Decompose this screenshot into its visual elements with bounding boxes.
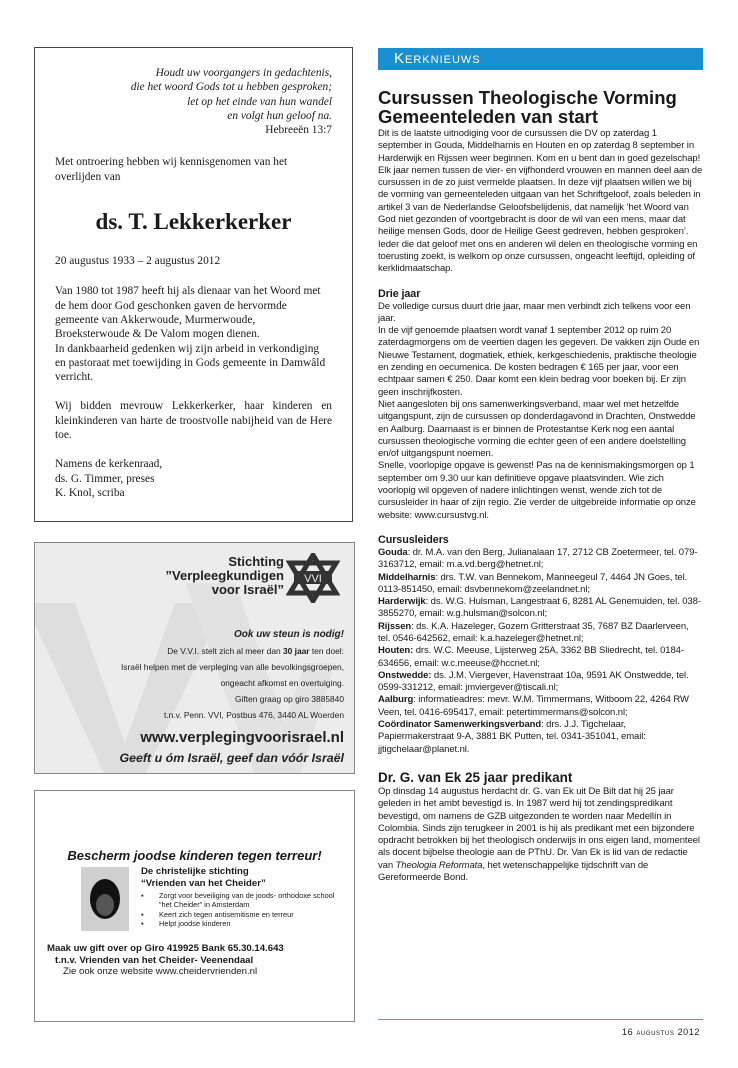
footer-rule	[378, 1019, 703, 1020]
obituary-paragraph: Wij bidden mevrouw Lekkerkerker, haar kinderen en kleinkinderen van harte de troostvolle nabijheid van de Here toe.	[55, 400, 332, 442]
leader-details: : drs. T.W. van Bennekom, Manneegeul 7, 4464 JN Goes, tel. 0113-851450, email: dsvbennekom@zeelandnet.nl;	[378, 571, 688, 595]
obituary-paragraph: Van 1980 tot 1987 heeft hij als dienaar van het Woord met de hem door God geschonken gaven de hervormde gemeente van Akkerwoude, Murmerwoude, Broeksterwoude & De Valom mogen dienen.	[55, 285, 321, 341]
leader-place: Harderwijk	[378, 596, 426, 608]
text: , het wetenschappelijke tijdschrift van de Gereformeerde Bond.	[378, 859, 649, 884]
cheider-advertisement	[34, 790, 355, 1022]
quote-line: let op het einde van hun wandel	[187, 95, 332, 108]
org-line: De christelijke stichting	[141, 866, 249, 877]
subheading-cursusleiders: Cursusleiders	[378, 533, 449, 546]
bible-quote	[55, 66, 332, 137]
signature-line: ds. G. Timmer, preses	[55, 472, 155, 485]
article-title: Cursussen Theologische Vorming Gemeenteleden van start	[378, 87, 677, 127]
text: ten doel:	[309, 646, 344, 656]
vvi-line: Giften graag op giro 3885840	[235, 694, 344, 704]
obituary-paragraph: In dankbaarheid gedenken wij zijn arbeid in verkondiging en pastoraat met toewijding in Gods gemeente in Damwâld verricht.	[55, 342, 326, 384]
giro-line: t.n.v. Vrienden van het Cheider- Veenendaal	[55, 954, 254, 966]
heading-line: Stichting	[228, 554, 284, 569]
cheider-bullets	[141, 891, 341, 929]
signature-line: K. Knol, scriba	[55, 486, 125, 499]
bullet-item: ▪ Zorgt voor beveiliging van de joods- orthodoxe school “het Cheider” in Amsterdam	[141, 891, 341, 910]
signature	[55, 457, 332, 500]
text: De V.V.I. stelt zich al meer dan	[167, 646, 283, 656]
logo-text: VVI	[304, 573, 322, 585]
leader-place: Aalburg	[378, 694, 414, 706]
obituary-notice	[34, 47, 353, 522]
years-highlight: 30 jaar	[282, 646, 310, 656]
date-text: 16 augustus 2012	[622, 1027, 700, 1037]
life-dates: 20 augustus 1933 – 2 augustus 2012	[55, 255, 221, 268]
deceased-name: ds. T. Lekkerkerker	[95, 209, 292, 235]
vvi-tagline: Ook uw steun is nodig!	[234, 629, 344, 640]
leader-place: Onstwedde:	[378, 669, 432, 681]
leader-place: Coördinator Samenwerkingsverband	[378, 719, 542, 731]
cheider-org	[141, 866, 266, 890]
leader-place: Rijssen	[378, 620, 412, 632]
giro-line: Maak uw gift over op Giro 419925 Bank 65.30.14.643	[47, 943, 284, 954]
article-intro: Dit is de laatste uitnodiging voor de cursussen die DV op zaterdag 1 september in Gouda, Middelharnis en Houten en op zaterdag 8 september in Harderwijk en Rijssen weer beginnen. Kom en u bent dan in goed gezelschap! Elk jaar nemen tussen de vier- en vijfhonderd vrouwen en mannen deel aan de cursussen in de zo juist vermelde plaatsen. In deze vijf plaatsen willen we bij de vorming van gemeenteleden uitgaan van het Schriftgeloof, zoals beleden in artikel 3 van de Nederlandse Geloofsbelijdenis, dat namelijk ‘het Woord van God niet gezonden of voortgebracht is door de wil van een mens, maar dat heilige mensen Gods, door de Heilige Geest gedreven, hebben gesproken’. Ieder die dat geloof met ons en anderen wil delen en theologische vorming en toerusting zoekt, is welkom op onze cursussen, ongeacht leeftijd, opleiding of kerklidmaatschap.	[378, 128, 703, 275]
journal-title: Theologia Reformata	[395, 859, 483, 871]
kerknieuws-column	[378, 48, 703, 1038]
bullet-item: ▪ Keert zich tegen antisemitisme en terreur	[141, 910, 341, 919]
issue-date	[378, 1027, 703, 1038]
cheider-donation	[35, 943, 354, 978]
vvi-line: Israël helpen met de verpleging van alle bevolkingsgroepen,	[120, 662, 344, 672]
obituary-intro: Met ontroering hebben wij kennisgenomen van het overlijden van	[55, 156, 288, 183]
website-line: Zie ook onze website www.cheidervrienden.nl	[63, 966, 258, 977]
leader-details: : ds. W.G. Hulsman, Langestraat 6, 8281 AL Genemuiden, tel. 038-3855270, email: w.g.hulsman@solcon.nl;	[378, 596, 701, 620]
quote-line: die het woord Gods tot u hebben gesproken;	[130, 81, 332, 94]
signature-line: Namens de kerkenraad,	[55, 458, 163, 471]
leader-place: Middelharnis	[378, 571, 436, 583]
section-header: Kerknieuws	[378, 48, 703, 70]
leader-details: : informatieadres: mevr. W.M. Timmermans, Witboom 22, 4264 RW Veen, tel. 0416-695417, email: petertimmermans@solcon.nl;	[378, 694, 689, 718]
heading-line: voor Israël”	[211, 582, 284, 597]
paragraph: In de vijf genoemde plaatsen wordt vanaf 1 september 2012 op ruim 20 zaterdagmorgens om de veertien dagen les gegeven. De vakken zijn Oude en Nieuwe Testament, dogmatiek, ethiek, kerkgeschiedenis, praktische theologie en zending en oecumenica. De kosten bedragen € 165 per jaar, voor een echtpaar samen € 250. Daar komt een klein bedrag voor boeken bij. Er zijn geen inschrijfkosten.	[378, 325, 700, 398]
heading-line: ”Verpleegkundigen	[165, 568, 284, 583]
paragraph: Snelle, voorlopige opgave is gewenst! Pas na de kennismakingsmorgen op 1 september om 9.30 uur kan definitieve opgave plaatsvinden. Wie zich voorlopig wil opgeven of nadere inlichtingen wenst, wende zich tot de cursusleider in haar of zijn regio. Zie verder de uitgebreide informatie op onze website: www.cursustvg.nl.	[378, 460, 696, 521]
page-footer	[378, 1005, 703, 1038]
vvi-line: ongeacht afkomst en overtuiging.	[220, 678, 344, 688]
vvi-slogan: Geeft u óm Israël, geef dan vóór Israël	[119, 751, 344, 765]
subheading-drie-jaar: Drie jaar	[378, 287, 421, 300]
child-portrait-icon	[81, 867, 129, 931]
leader-details: : dr. M.A. van den Berg, Julianalaan 17, 2712 CB Zoetermeer, tel. 079-3163712, email: m.a.vd.berg@hetnet.nl;	[378, 546, 698, 571]
leader-place: Gouda	[378, 546, 408, 558]
vvi-advertisement	[34, 542, 355, 774]
text: Op dinsdag 14 augustus herdacht dr. G. van Ek uit De Bilt dat hij 25 jaar geleden in het ambt bevestigd is. In 1987 werd hij tot zendingspredikant bevestigd, om namens de GZB uitgezonden te worden naar Medellín in Colombia. Sinds zijn terugkeer in 2001 is hij als predikant met een bijzondere opdracht betrokken bij het theologisch onderwijs in ons eigen land, momenteel als docent bijbelse theologie aan de PThU. Dr. Van Ek is lid van de redactie van	[378, 785, 700, 871]
vvi-line: t.n.v. Penn. VVI, Postbus 476, 3440 AL Woerden	[163, 710, 344, 720]
article-title-van-ek: Dr. G. van Ek 25 jaar predikant	[378, 769, 573, 785]
org-line: “Vrienden van het Cheider”	[141, 878, 266, 889]
quote-line: en volgt hun geloof na.	[227, 109, 332, 122]
paragraph: De volledige cursus duurt drie jaar, maar men verbindt zich telkens voor een jaar.	[378, 300, 691, 324]
star-of-david-logo-icon	[286, 553, 340, 603]
leader-details: : ds. K.A. Hazeleger, Gozem Gritterstraat 35, 7687 BZ Daarlerveen, tel. 0546-642562, email: k.a.hazeleger@hetnet.nl;	[378, 620, 689, 644]
leader-place: Houten:	[378, 645, 414, 657]
vvi-line	[121, 643, 344, 659]
leader-details: : drs. J.J. Tigchelaar, Papiermakerstraat 9-A, 3881 BK Putten, tel. 0341-351041, email: jjtigchelaar@planet.nl.	[378, 719, 646, 755]
van-ek-paragraph	[378, 786, 703, 884]
paragraph: Niet aangesloten bij ons samenwerkingsverband, maar wel met hetzelfde uitgangspunt, zijn de cursussen op donderdagavond in Drachten, Onstwedde en Aalburg. Daarnaast is er binnen de Protestantse Kerk nog een aantal cursussen theologische vorming die echter geen of een andere doelstelling en/of uitgangspunt noemen.	[378, 398, 696, 460]
vvi-website: www.verplegingvoorisrael.nl	[140, 729, 344, 746]
bullet-item: ▪ Helpt joodse kinderen	[141, 919, 341, 928]
cheider-title: Bescherm joodse kinderen tegen terreur!	[67, 848, 322, 863]
vvi-heading	[166, 555, 284, 597]
leader-details: ds. J.M. Viergever, Havenstraat 10a, 9591 AK Onstwedde, tel. 0599-331212, email: jmviergever@tiscali.nl;	[378, 669, 689, 694]
quote-line: Houdt uw voorgangers in gedachtenis,	[155, 67, 332, 79]
quote-reference: Hebreeën 13:7	[265, 124, 332, 137]
vvi-body	[121, 627, 344, 723]
leaders-list	[378, 547, 703, 756]
leader-details: drs. W.C. Meeuse, Lijsterweg 25A, 3362 BB Sliedrecht, tel. 0184-634656, email: w.c.meeuse@hccnet.nl;	[378, 645, 684, 669]
